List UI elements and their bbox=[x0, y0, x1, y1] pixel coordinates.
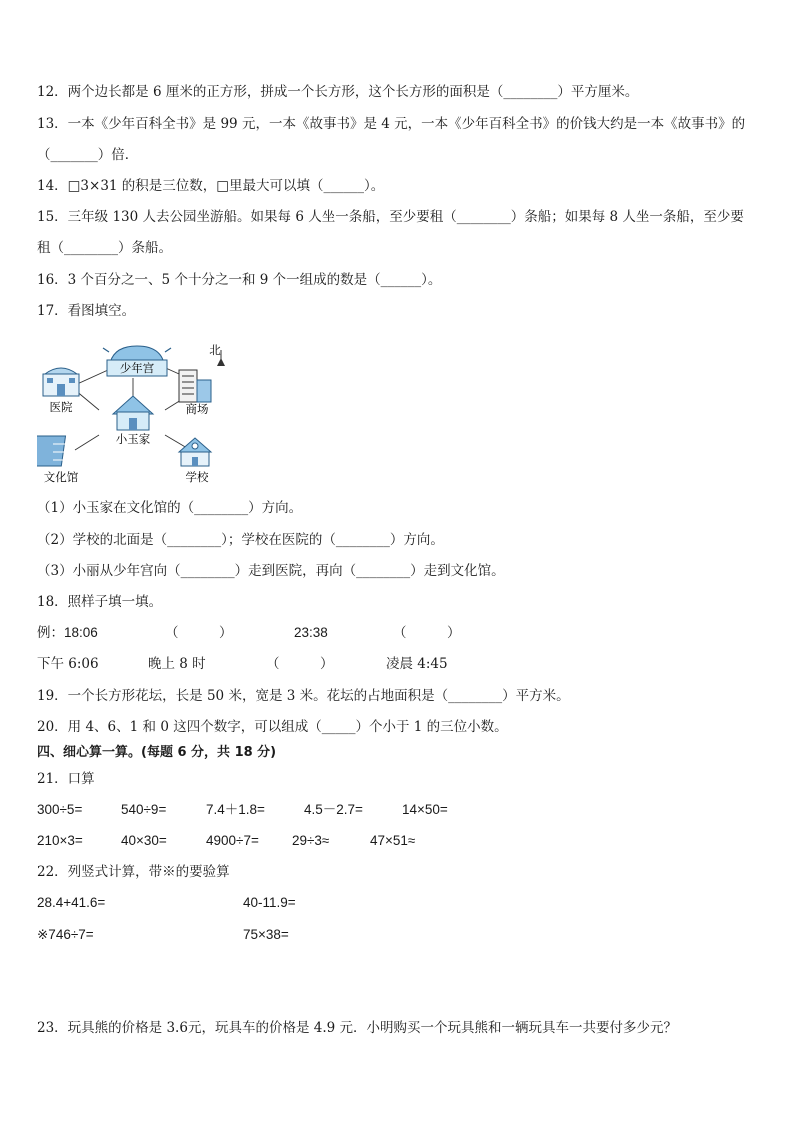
label-school: 学校 bbox=[185, 470, 209, 484]
question-20: 20．用 4、6、1 和 0 这四个数字，可以组成（_____）个小于 1 的三位小数。 bbox=[37, 719, 508, 735]
question-15-line2: 租（________）条船。 bbox=[37, 240, 172, 256]
question-15-line1: 15．三年级 130 人去公园坐游船。如果每 6 人坐一条船，至少要租（________）条船；如果每 8 人坐一条船，至少要 bbox=[37, 209, 744, 225]
question-17-3: （3）小丽从少年宫向（________）走到医院，再向（________）走到文化馆。 bbox=[37, 563, 505, 579]
vertical-calc: ※746÷7= bbox=[37, 927, 94, 942]
label-mall: 商场 bbox=[185, 402, 209, 416]
section-4-heading: 四、细心算一算。(每题 6 分，共 18 分) bbox=[37, 745, 277, 760]
label-cultural-center: 文化馆 bbox=[43, 470, 79, 484]
question-16: 16．3 个百分之一、5 个十分之一和 9 个一组成的数是（______）。 bbox=[37, 272, 442, 288]
question-13-line2: （_______）倍． bbox=[37, 147, 139, 163]
q18-example-answer: 下午 6:06 bbox=[37, 656, 99, 672]
question-19: 19．一个长方形花坛，长是 50 米，宽是 3 米。花坛的占地面积是（________）平方米。 bbox=[37, 688, 570, 704]
home-icon bbox=[113, 396, 153, 430]
cultural-center-icon bbox=[37, 436, 77, 466]
label-youth-palace: 少年宫 bbox=[119, 361, 155, 375]
label-north: 北 bbox=[209, 343, 221, 357]
vertical-calc: 40-11.9= bbox=[243, 895, 296, 910]
q18-example-time: 例：18:06 bbox=[37, 625, 98, 640]
oral-calc: 29÷3≈ bbox=[292, 833, 330, 848]
question-17-2: （2）学校的北面是（________）；学校在医院的（________）方向。 bbox=[37, 532, 444, 548]
question-18: 18．照样子填一填。 bbox=[37, 594, 163, 610]
q18-time-2338: 23:38 bbox=[294, 625, 328, 640]
q18-evening-8: 晚上 8 时 bbox=[148, 656, 206, 672]
question-23: 23．玩具熊的价格是 3.6元，玩具车的价格是 4.9 元．小明购买一个玩具熊和一辆玩具车一共要付多少元？ bbox=[37, 1020, 677, 1036]
q18-blank-3: （ ） bbox=[266, 656, 334, 672]
vertical-calc: 28.4+41.6= bbox=[37, 895, 106, 910]
hospital-icon bbox=[43, 368, 79, 396]
oral-calc: 4900÷7= bbox=[206, 833, 259, 848]
oral-calc: 210×3= bbox=[37, 833, 83, 848]
mall-icon bbox=[179, 370, 211, 402]
direction-map bbox=[37, 340, 237, 485]
label-home: 小玉家 bbox=[115, 432, 151, 446]
oral-calc: 540÷9= bbox=[121, 802, 167, 817]
school-icon bbox=[179, 438, 211, 466]
vertical-calc: 75×38= bbox=[243, 927, 289, 942]
question-22: 22．列竖式计算，带※的要验算 bbox=[37, 864, 230, 880]
question-17: 17．看图填空。 bbox=[37, 303, 136, 319]
oral-calc: 40×30= bbox=[121, 833, 167, 848]
oral-calc: 47×51≈ bbox=[370, 833, 416, 848]
q18-blank-1: （ ） bbox=[165, 625, 233, 641]
question-12: 12．两个边长都是 6 厘米的正方形，拼成一个长方形，这个长方形的面积是（________）平方厘米。 bbox=[37, 84, 639, 100]
q18-blank-2: （ ） bbox=[393, 625, 461, 641]
oral-calc: 300÷5= bbox=[37, 802, 83, 817]
question-13-line1: 13．一本《少年百科全书》是 99 元，一本《故事书》是 4 元，一本《少年百科全书》的价钱大约是一本《故事书》的 bbox=[37, 116, 746, 132]
question-21: 21．口算 bbox=[37, 771, 95, 787]
oral-calc: 7.4＋1.8= bbox=[206, 802, 265, 817]
oral-calc: 4.5－2.7= bbox=[304, 802, 363, 817]
question-17-1: （1）小玉家在文化馆的（________）方向。 bbox=[37, 500, 303, 516]
q18-early-morning: 凌晨 4:45 bbox=[386, 656, 448, 672]
label-hospital: 医院 bbox=[49, 400, 73, 414]
question-14: 14．□3×31 的积是三位数，□里最大可以填（______）。 bbox=[37, 178, 385, 194]
oral-calc: 14×50= bbox=[402, 802, 448, 817]
